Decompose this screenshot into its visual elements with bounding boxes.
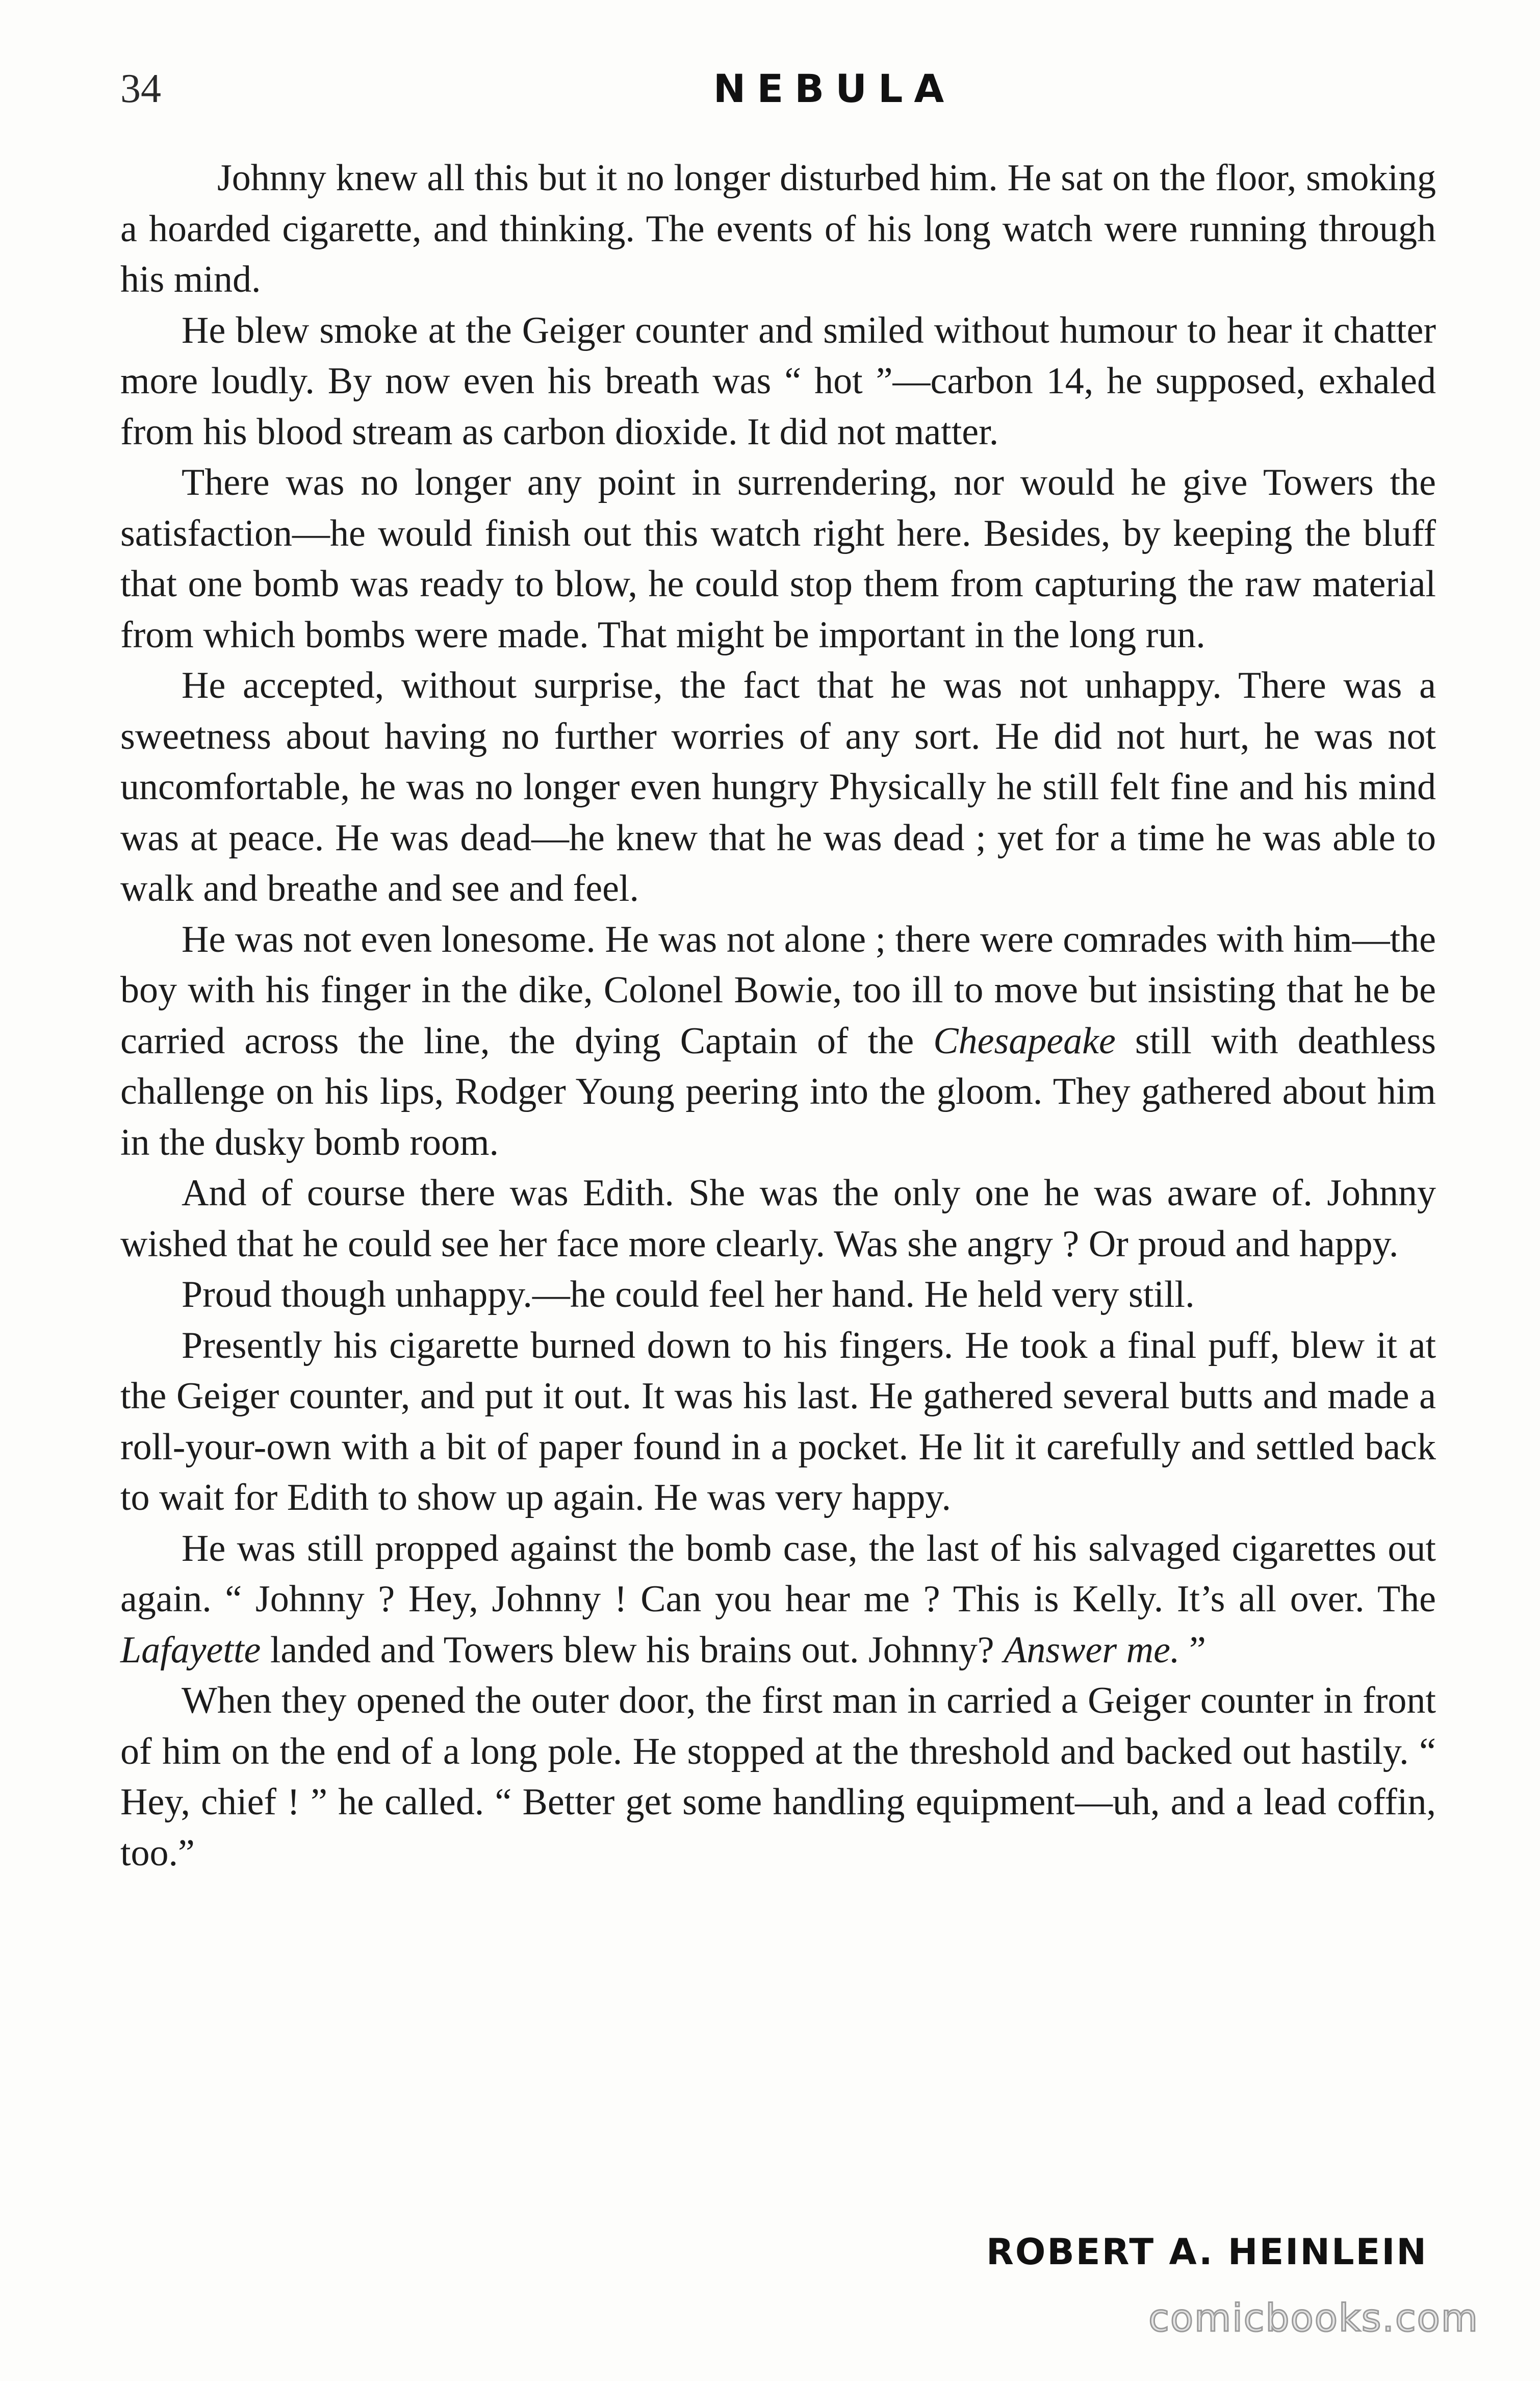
paragraph-9-start: He was still propped against the bomb case, the last of his salvaged cigarettes out again. “ Johnny ? Hey, Johnny ! Can you hear me ? This is Kelly. It’s all over. The [120, 1527, 1436, 1620]
paragraph-4: He accepted, without surprise, the fact that he was not unhappy. There was a sweetness about having no further worries of any sort. He did not hurt, he was not uncomfortable, he was no longer even hungry Physically he still felt fine and his mind was at peace. He was dead—he knew that he was dead ; yet for a time he was able to walk and breathe and see and feel. [120, 665, 1436, 909]
story-text [120, 153, 1436, 1879]
paragraph-7: Proud though unhappy.—he could feel her hand. He held very still. [182, 1274, 1195, 1315]
paragraph-2: He blew smoke at the Geiger counter and smiled without humour to hear it chatter more loudly. By now even his breath was “ hot ”—carbon 14, he supposed, exhaled from his blood stream as carbon dioxide. It did not matter. [120, 309, 1436, 453]
page-header [120, 63, 1426, 130]
paragraph-10: When they opened the outer door, the first man in carried a Geiger counter in front of him on the end of a long pole. He stopped at the threshold and backed out hastily. “ Hey, chief ! ” he called. “ Better get some handling equipment—uh, and a lead coffin, too.” [120, 1680, 1436, 1874]
answer-me-phrase: Answer me. [1004, 1629, 1180, 1671]
paragraph-5 [120, 915, 1436, 1169]
paragraph-9-middle: landed and Towers blew his brains out. Johnny? [261, 1629, 1004, 1671]
paragraph-5-start: He was not even lonesome. He was not alone ; there were comrades with him—the boy with his finger in the dike, Colonel Bowie, too ill to move but insisting that he be carried across the line, the dying Captain of the [120, 918, 1436, 1062]
author-byline: ROBERT A. HEINLEIN [986, 2231, 1428, 2273]
paragraph-5-end: still with deathless challenge on his lips, Rodger Young peering into the gloom. They gathered about him in the dusky bomb room. [120, 1020, 1436, 1163]
ship-name-chesapeake: Chesapeake [933, 1020, 1116, 1062]
running-title: NEBULA [713, 66, 956, 111]
paragraph-8: Presently his cigarette burned down to his fingers. He took a final puff, blew it at the Geiger counter, and put it out. It was his last. He gathered several butts and made a roll-your-own with a bit of paper found in a pocket. He lit it carefully and settled back to wait for Edith to show up again. He was very happy. [120, 1324, 1436, 1518]
paragraph-1: Johnny knew all this but it no longer disturbed him. He sat on the floor, smoking a hoarded cigarette, and thinking. The events of his long watch were running through his mind. [120, 157, 1436, 300]
site-watermark: comicbooks.com [1148, 2296, 1479, 2340]
paragraph-6: And of course there was Edith. She was the only one he was aware of. Johnny wished that he could see her face more clearly. Was she angry ? Or proud and happy. [120, 1172, 1436, 1265]
paragraph-9 [120, 1524, 1436, 1676]
page-number: 34 [120, 66, 161, 111]
paragraph-3: There was no longer any point in surrendering, nor would he give Towers the satisfaction—he would finish out this watch right here. Besides, by keeping the bluff that one bomb was ready to blow, he could stop them from capturing the raw material from which bombs were made. That might be important in the long run. [120, 462, 1436, 656]
ship-name-lafayette: Lafayette [120, 1629, 261, 1671]
paragraph-9-end: ” [1179, 1629, 1206, 1671]
